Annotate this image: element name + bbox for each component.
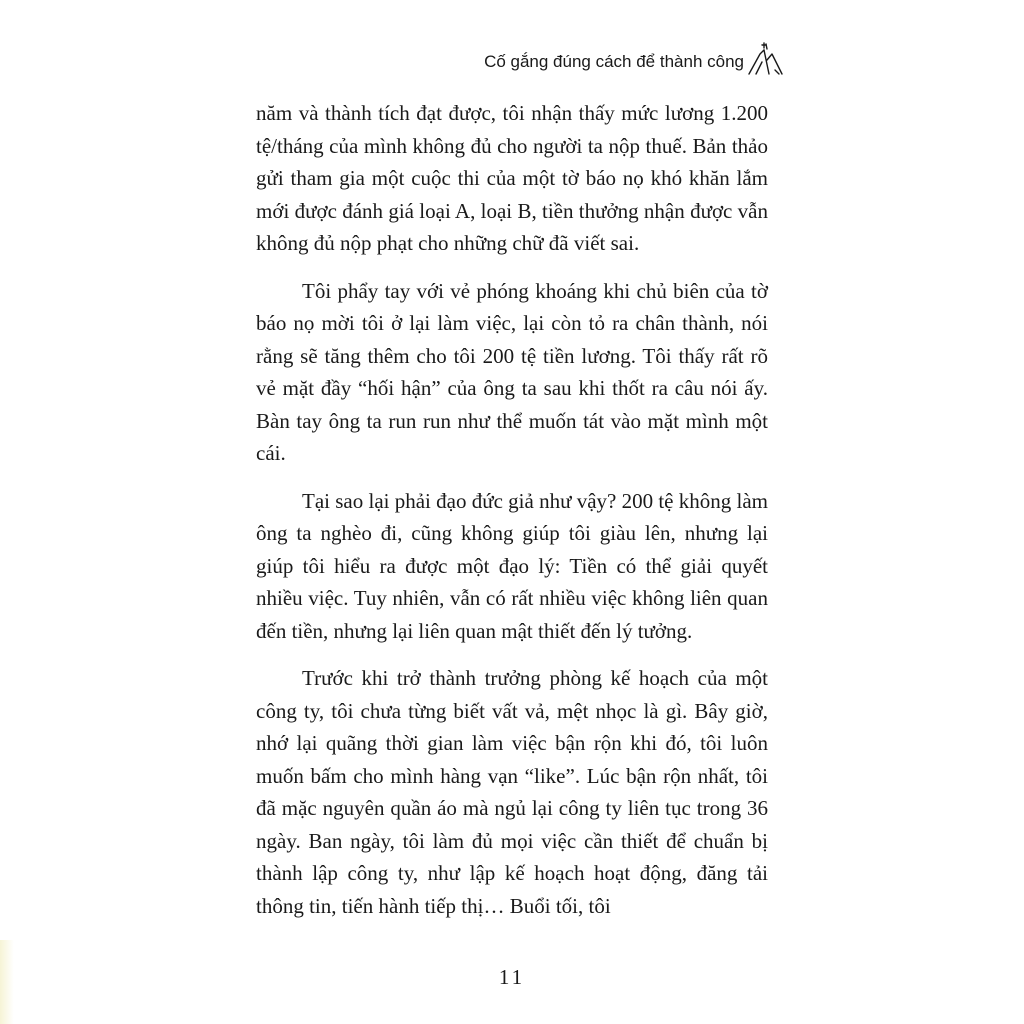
paragraph: Tôi phẩy tay với vẻ phóng khoáng khi chủ biên của tờ báo nọ mời tôi ở lại làm việc, lại còn tỏ ra chân thành, nói rằng sẽ tăng thêm cho tôi 200 tệ tiền lương. Tôi thấy rất rõ vẻ mặt đầy “hối hận” của ông ta sau khi thốt ra câu nói ấy. Bàn tay ông ta run run như thể muốn tát vào mặt mình một cái. — [256, 278, 768, 465]
climbing-figure-logo — [746, 40, 788, 80]
running-header-title: Cố gắng đúng cách để thành công — [484, 52, 744, 71]
paragraph: Trước khi trở thành trưởng phòng kế hoạch của một công ty, tôi chưa từng biết vất vả, mệt nhọc là gì. Bây giờ, nhớ lại quãng thời gian làm việc bận rộn khi đó, tôi luôn muốn bấm cho mình hàng vạn “like”. Lúc bận rộn nhất, tôi đã mặc nguyên quần áo mà ngủ lại công ty liên tục trong 36 ngày. Ban ngày, tôi làm đủ mọi việc cần thiết để chuẩn bị thành lập công ty, như lập kế hoạch hoạt động, đăng tải thông tin, tiến hành tiếp thị… Buổi tối, tôi — [256, 666, 768, 918]
running-header — [300, 40, 788, 88]
body-text — [256, 97, 768, 937]
page-number: 11 — [498, 965, 526, 989]
paragraph: Tại sao lại phải đạo đức giả như vậy? 200 tệ không làm ông ta nghèo đi, cũng không giúp tôi giàu lên, nhưng lại giúp tôi hiểu ra được một đạo lý: Tiền có thể giải quyết nhiều việc. Tuy nhiên, vẫn có rất nhiều việc không liên quan đến tiền, nhưng lại liên quan mật thiết đến lý tưởng. — [256, 488, 768, 643]
page-edge-shadow — [0, 940, 14, 1024]
paragraph: năm và thành tích đạt được, tôi nhận thấy mức lương 1.200 tệ/tháng của mình không đủ cho người ta nộp thuế. Bản thảo gửi tham gia một cuộc thi của một tờ báo nọ khó khăn lắm mới được đánh giá loại A, loại B, tiền thưởng nhận được vẫn không đủ nộp phạt cho những chữ đã viết sai. — [256, 101, 768, 255]
